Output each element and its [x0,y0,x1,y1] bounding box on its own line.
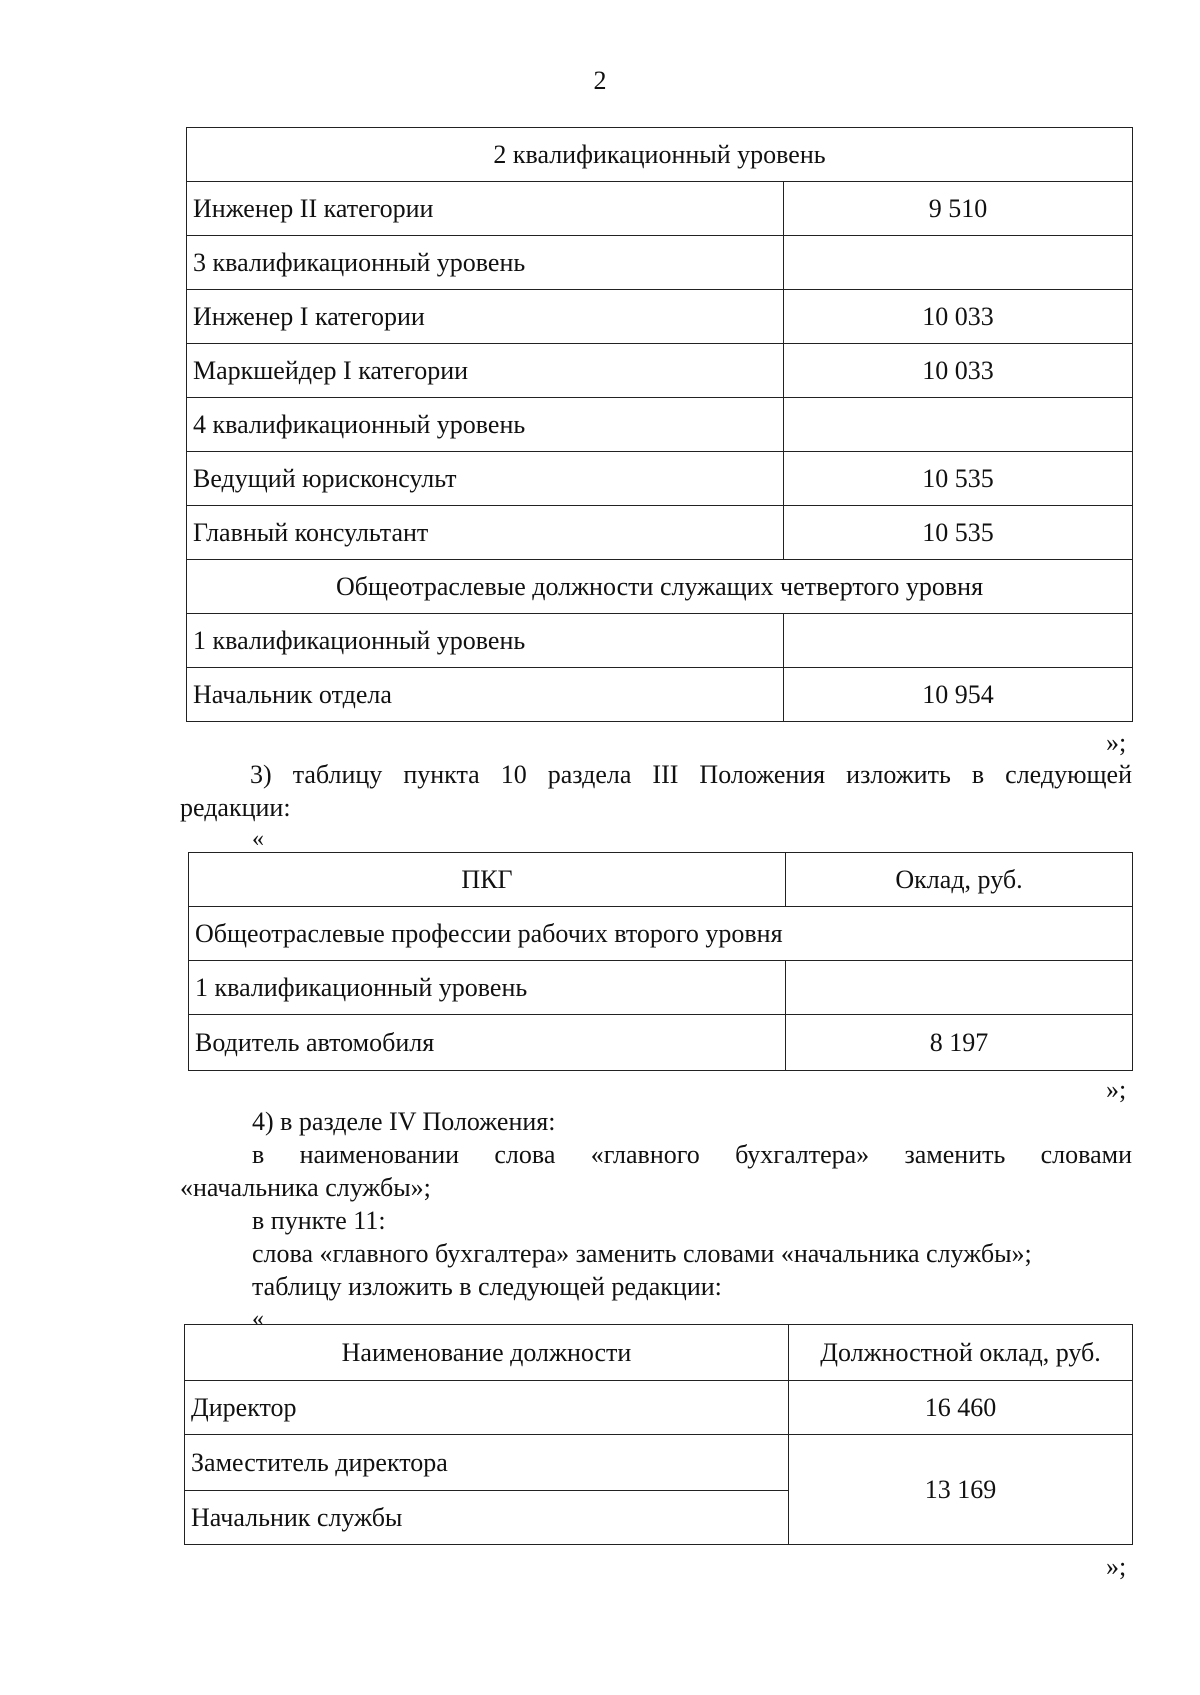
position-cell: 1 квалификационный уровень [187,614,784,668]
header-salary: Оклад, руб. [786,853,1133,907]
table-row [189,907,1133,961]
table-row [187,668,1133,722]
position-cell: Ведущий юрисконсульт [187,452,784,506]
table-row [185,1381,1133,1435]
table-row [187,560,1133,614]
position-cell: Инженер I категории [187,290,784,344]
paragraph-4-line-3: «начальника службы»; [180,1173,431,1202]
table-row [187,452,1133,506]
position-cell: Маркшейдер I категории [187,344,784,398]
salary-cell: 16 460 [789,1381,1133,1435]
salary-cell [784,614,1133,668]
table-row [189,961,1133,1015]
position-cell: Начальник службы [185,1491,789,1545]
salary-cell: 9 510 [784,182,1133,236]
paragraph-4-line-2: в наименовании слова «главного бухгалтера» заменить словами [252,1140,1132,1169]
close-quote-mark: »; [1106,728,1127,757]
salary-table-1 [186,127,1133,722]
salary-table-3 [184,1324,1133,1545]
open-quote-mark: « [252,826,264,852]
salary-cell: 10 535 [784,452,1133,506]
salary-cell [784,236,1133,290]
header-pkg: ПКГ [189,853,786,907]
table-row [185,1325,1133,1381]
table-row [187,290,1133,344]
salary-cell [786,961,1133,1015]
table-row [187,506,1133,560]
position-cell: Инженер II категории [187,182,784,236]
paragraph-4-line-6: таблицу изложить в следующей редакции: [252,1272,722,1301]
table-row [187,182,1133,236]
salary-cell: 10 033 [784,344,1133,398]
salary-cell: 8 197 [786,1015,1133,1071]
close-quote-mark: »; [1106,1075,1127,1104]
salary-cell [784,398,1133,452]
header-position-salary: Должностной оклад, руб. [789,1325,1133,1381]
position-cell: 4 квалификационный уровень [187,398,784,452]
table-group-header: Общеотраслевые должности служащих четвертого уровня [187,560,1133,614]
salary-cell: 10 535 [784,506,1133,560]
position-cell: Заместитель директора [185,1435,789,1491]
paragraph-3-line-2: редакции: [180,793,291,822]
table-row [187,614,1133,668]
salary-cell-merged: 13 169 [789,1435,1133,1545]
paragraph-4-line-4: в пункте 11: [252,1206,386,1235]
table-row [189,1015,1133,1071]
table-row [189,853,1133,907]
position-cell: Директор [185,1381,789,1435]
paragraph-3-line-1: 3) таблицу пункта 10 раздела III Положения изложить в следующей [250,760,1132,789]
salary-cell: 10 033 [784,290,1133,344]
table-row [187,344,1133,398]
position-cell: Начальник отдела [187,668,784,722]
paragraph-4-line-1: 4) в разделе IV Положения: [252,1107,556,1136]
table-group-header: 2 квалификационный уровень [187,128,1133,182]
close-quote-mark: »; [1106,1552,1127,1581]
table-row [187,398,1133,452]
position-cell: 3 квалификационный уровень [187,236,784,290]
position-cell: Водитель автомобиля [189,1015,786,1071]
header-position-name: Наименование должности [185,1325,789,1381]
paragraph-4-line-5: слова «главного бухгалтера» заменить словами «начальника службы»; [252,1239,1032,1268]
position-cell: 1 квалификационный уровень [189,961,786,1015]
salary-cell: 10 954 [784,668,1133,722]
table-group-header: Общеотраслевые профессии рабочих второго уровня [189,907,1133,961]
table-row [187,236,1133,290]
table-row [185,1435,1133,1491]
position-cell: Главный консультант [187,506,784,560]
table-row [187,128,1133,182]
open-quote-mark: « [252,1306,264,1332]
salary-table-2 [188,852,1133,1071]
page-number: 2 [593,66,607,95]
